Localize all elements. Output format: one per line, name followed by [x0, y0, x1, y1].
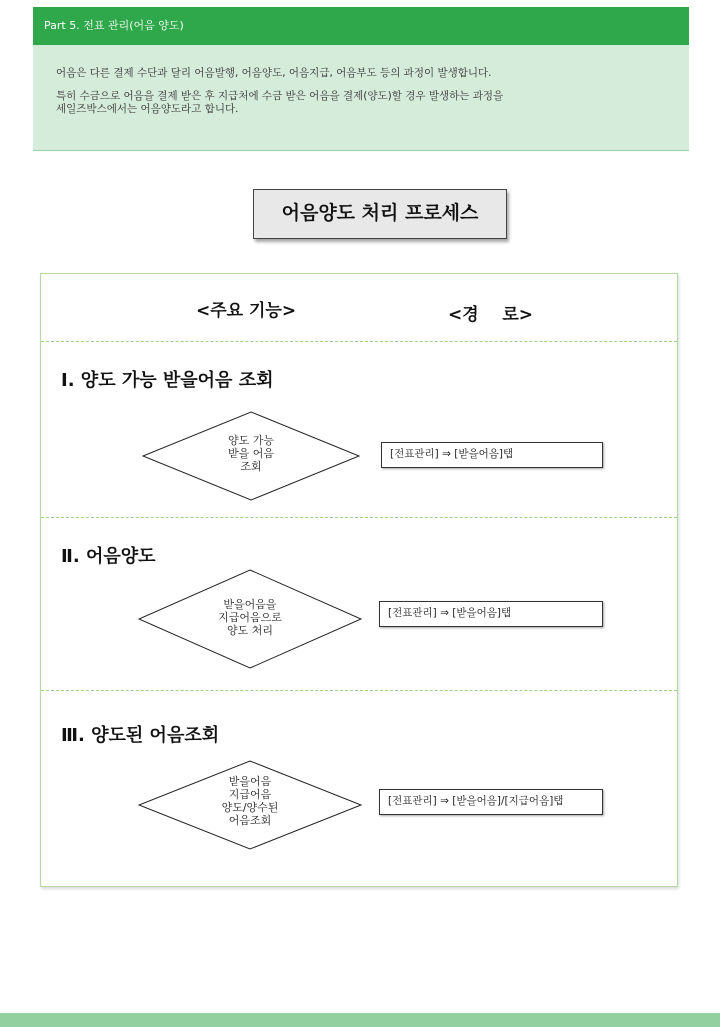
section-3-title: Ⅲ. 양도된 어음조회 — [61, 725, 220, 746]
process-panel — [40, 273, 678, 887]
section-3-path: [전표관리] ⇒ [받을어음]/[지급어음]탭 — [379, 789, 603, 815]
header-title: Part 5. 전표 관리(어음 양도) — [44, 19, 184, 32]
diamond-line: 받을어음 — [228, 775, 272, 788]
column-header-main: <주요 기능> — [196, 301, 297, 321]
intro-line-2: 특히 수금으로 어음을 결제 받은 후 지급처에 수금 받은 어음을 결제(양도)할 경우 발생하는 과정을 — [56, 90, 504, 102]
divider — [41, 690, 677, 691]
intro-box — [33, 45, 689, 151]
diamond-line: 양도/양수된 — [221, 801, 279, 814]
intro-line-1: 어음은 다른 결제 수단과 달리 어음발행, 어음양도, 어음지급, 어음부도 등의 과정이 발생합니다. — [56, 67, 492, 79]
section-2-path: [전표관리] ⇒ [받을어음]탭 — [379, 601, 603, 627]
diamond-line: 지급어음 — [228, 788, 272, 801]
diamond-line: 받을어음을 — [223, 598, 277, 611]
diamond-line: 받을 어음 — [227, 447, 274, 460]
section-2-title: Ⅱ. 어음양도 — [61, 546, 156, 567]
diamond-line: 어음조회 — [228, 814, 272, 827]
divider — [41, 517, 677, 518]
section-1-path: [전표관리] ⇒ [받을어음]탭 — [381, 442, 603, 468]
column-header-path: <경 로> — [448, 305, 534, 325]
diamond-line: 양도 처리 — [226, 624, 273, 637]
process-title: 어음양도 처리 프로세스 — [253, 189, 507, 239]
section-3-diamond-text — [190, 775, 310, 827]
divider — [41, 341, 677, 342]
diamond-line: 양도 가능 — [227, 434, 274, 447]
header-bar — [33, 7, 689, 45]
intro-line-3: 세일즈박스에서는 어음양도라고 합니다. — [56, 103, 239, 115]
section-2-diamond-text — [190, 598, 310, 637]
diamond-line: 지급어음으로 — [218, 611, 282, 624]
section-1-diamond-text — [191, 434, 311, 473]
section-1-title: Ⅰ. 양도 가능 받을어음 조회 — [61, 370, 274, 391]
diamond-line: 조회 — [240, 460, 262, 473]
footer-bar — [0, 1013, 720, 1027]
